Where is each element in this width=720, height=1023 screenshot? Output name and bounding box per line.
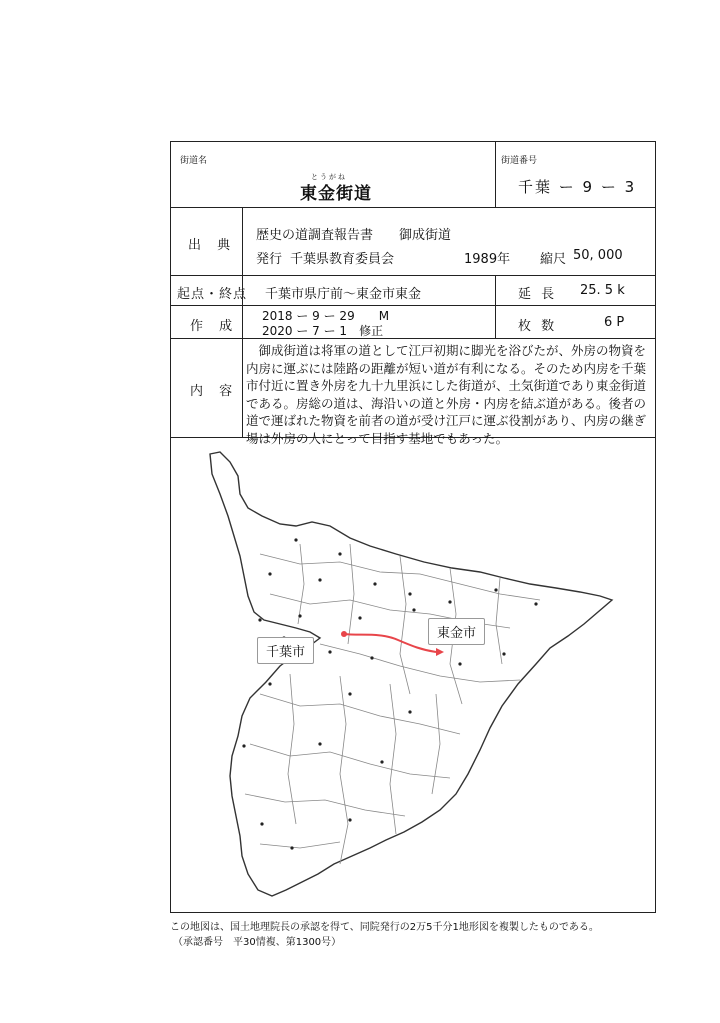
chiba-map (200, 444, 648, 904)
route-start-marker (341, 631, 347, 637)
length-label: 延 長 (518, 287, 558, 302)
source-label: 出 典 (188, 238, 237, 253)
created-line1: 2018 ー 9 ー 29 M (262, 309, 390, 323)
source-title: 歴史の道調査報告書 御成街道 (256, 228, 452, 243)
footer-copyright: この地図は、国土地理院長の承認を得て、同院発行の2万5千分1地形図を複製したものである。 (170, 922, 599, 933)
length-value: 25. 5 k (580, 283, 625, 298)
city-dots (242, 538, 537, 849)
route-end-arrow (436, 648, 444, 656)
scale-value: 50, 000 (573, 248, 623, 263)
footer-approval: （承認番号 平30情複、第1300号） (173, 937, 342, 948)
scale-label: 縮尺 (540, 252, 567, 267)
road-name: 東金街道 (300, 184, 372, 204)
content-label: 内 容 (190, 384, 239, 399)
rule (495, 141, 496, 207)
publisher-label: 発行 (256, 252, 283, 267)
rule (495, 275, 496, 338)
road-name-label: 街道名 (180, 156, 208, 166)
created-label: 作 成 (190, 319, 239, 334)
route-label: 起点・終点 (177, 287, 248, 302)
map-label-chiba: 千葉市 (257, 637, 314, 664)
road-number: 千葉 ー 9 ー 3 (518, 178, 637, 196)
road-number-label: 街道番号 (501, 156, 538, 166)
rule (242, 207, 243, 437)
pages-label: 枚 数 (518, 319, 558, 334)
content-text: 御成街道は将軍の道として江戸初期に脚光を浴びたが、外房の物資を内房に運ぶには陸路の距離が短い道が有利になる。そのため内房を千葉市付近に置き外房を九十九里浜にした街道が、土気街道であり東金街道である。房総の道は、海沿いの道と外房・内房を結ぶ道がある。後者の道で運ばれた物資を前者の道が受け江戸に運ぶ役割があり、内房の継ぎ場は外房の人にとって目指す基地でもあった。 (246, 343, 647, 446)
publisher: 千葉県教育委員会 (290, 252, 395, 267)
prefecture-outline (210, 452, 612, 896)
pages-value: 6 P (604, 315, 625, 330)
map-label-togane: 東金市 (428, 618, 485, 645)
municipal-boundaries (245, 544, 540, 864)
route-value: 千葉市県庁前～東金市東金 (265, 287, 422, 302)
publish-year: 1989年 (464, 252, 511, 267)
created-line2: 2020 ー 7 ー 1 修正 (262, 324, 384, 338)
road-name-ruby: とうがね (311, 173, 347, 181)
